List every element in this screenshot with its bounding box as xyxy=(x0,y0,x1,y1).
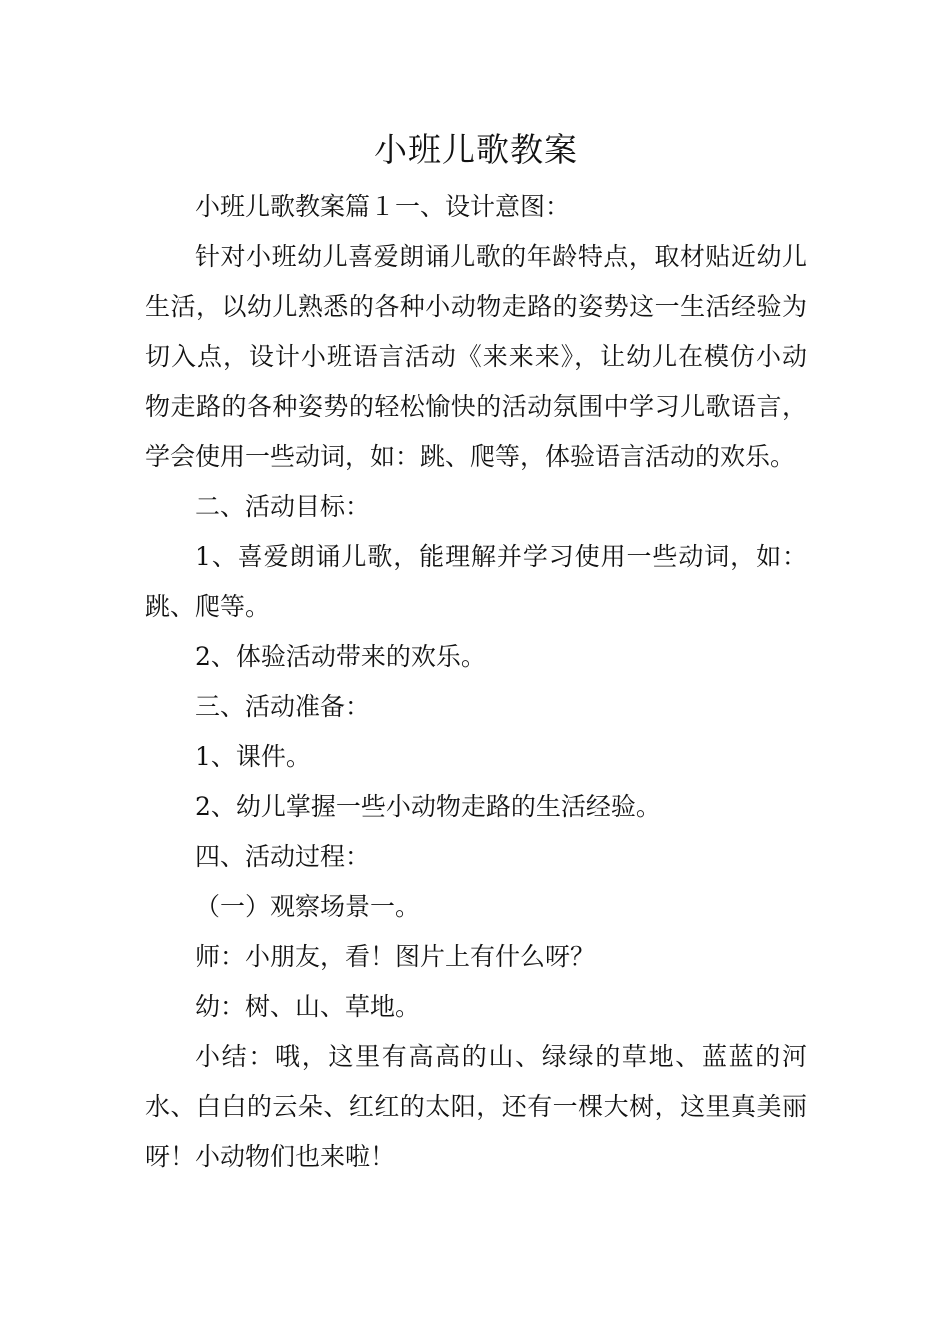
paragraph-goal-2: 2、体验活动带来的欢乐。 xyxy=(195,642,486,671)
paragraph-teacher-line: 师：小朋友，看！图片上有什么呀？ xyxy=(195,942,596,971)
document-title: 小班儿歌教案 xyxy=(374,130,578,169)
paragraph-preparation-1: 1、课件。 xyxy=(195,742,311,771)
paragraph-goals-heading: 二、活动目标： xyxy=(195,492,371,521)
paragraph-summary: 小结：哦，这里有高高的山、绿绿的草地、蓝蓝的河水、白白的云朵、红红的太阳，还有一棵大树，这里真美丽呀！小动物们也来啦！ xyxy=(145,1042,807,1171)
paragraph-process-step-1: （一）观察场景一。 xyxy=(195,892,421,921)
paragraph-design-intent-heading: 小班儿歌教案篇１一、设计意图： xyxy=(195,192,571,221)
paragraph-preparation-heading: 三、活动准备： xyxy=(195,692,371,721)
paragraph-goal-1: 1、喜爱朗诵儿歌，能理解并学习使用一些动词，如：跳、爬等。 xyxy=(145,542,807,621)
paragraph-preparation-2: 2、幼儿掌握一些小动物走路的生活经验。 xyxy=(195,792,661,821)
paragraph-child-line: 幼：树、山、草地。 xyxy=(195,992,421,1021)
paragraph-process-heading: 四、活动过程： xyxy=(195,842,371,871)
paragraph-design-intent-body: 针对小班幼儿喜爱朗诵儿歌的年龄特点，取材贴近幼儿生活，以幼儿熟悉的各种小动物走路的姿势这一生活经验为切入点，设计小班语言活动《来来来》，让幼儿在模仿小动物走路的各种姿势的轻松愉快的活动氛围中学习儿歌语言，学会使用一些动词，如：跳、爬等，体验语言活动的欢乐。 xyxy=(145,242,807,471)
document-page xyxy=(145,120,807,1182)
